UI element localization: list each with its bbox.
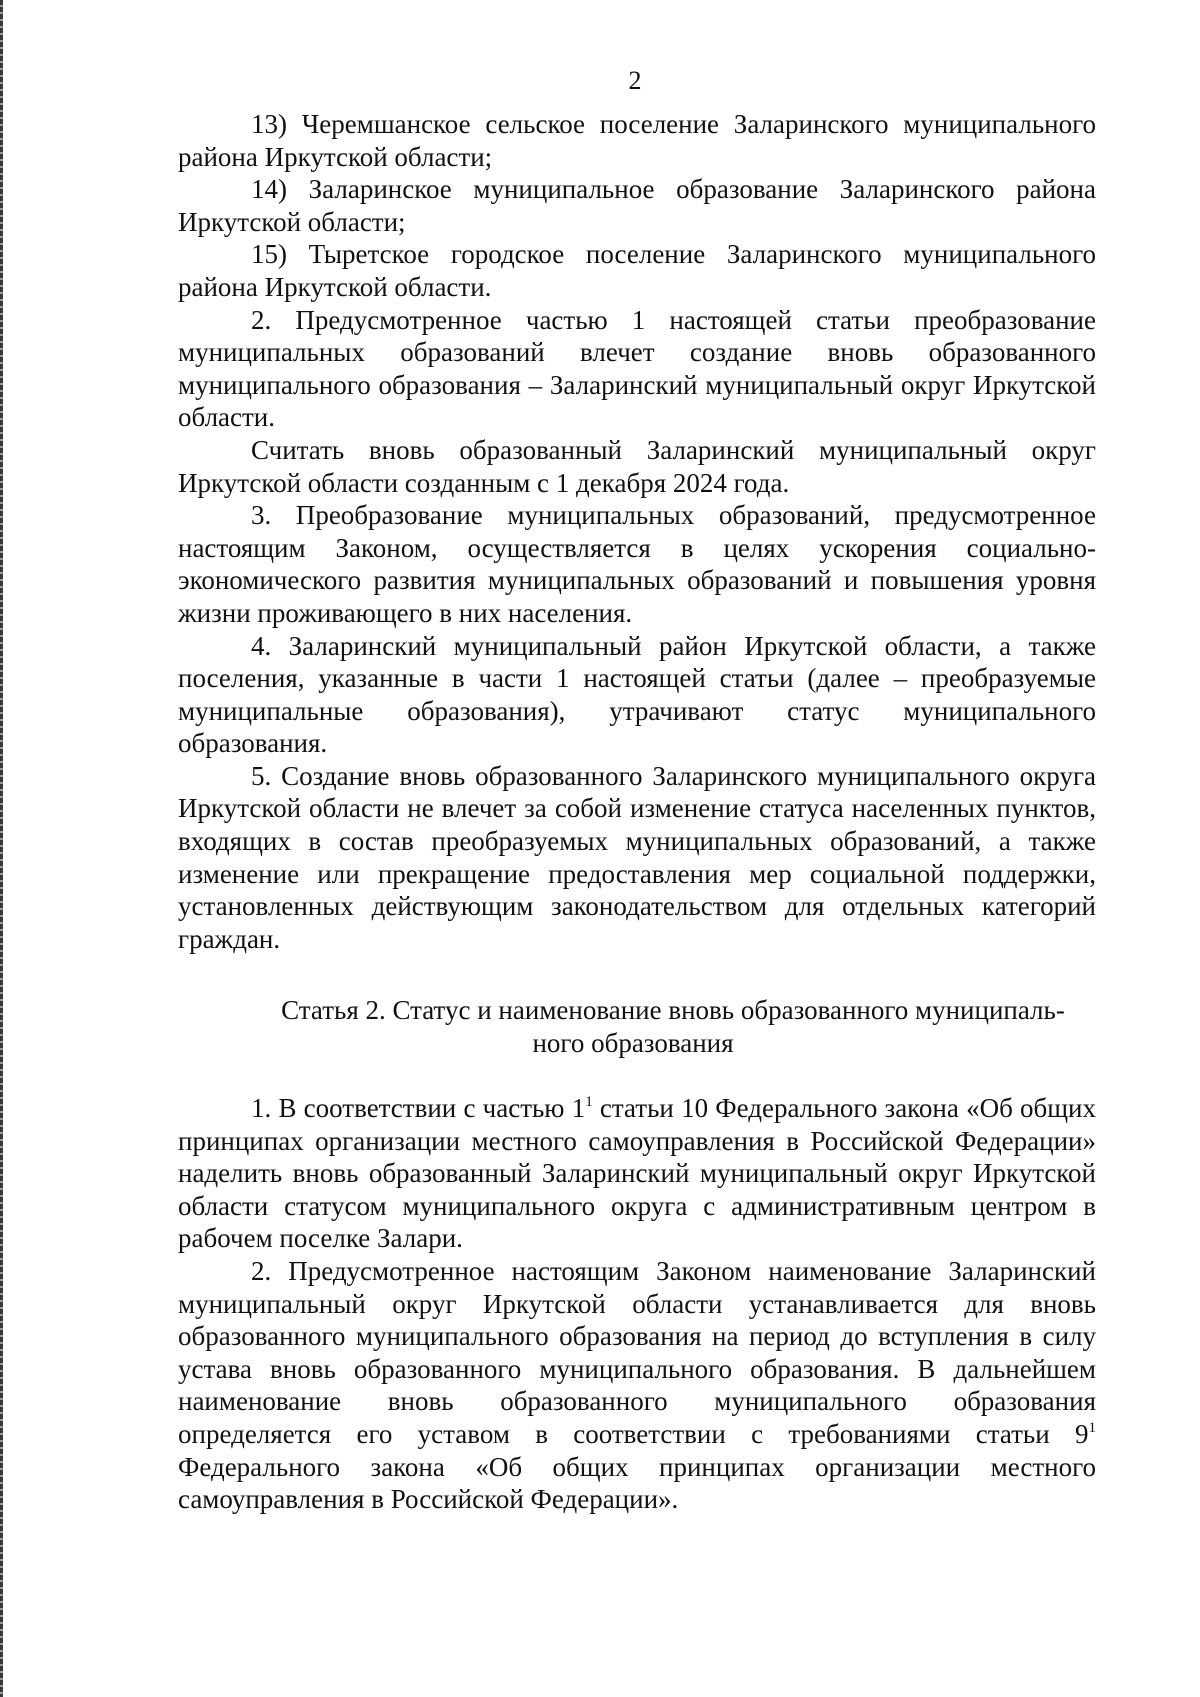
paragraph-part-3: 3. Преобразование муниципальных образований, предусмотренное настоящим Законом, осуществляется в целях ускорения социально-экономического развития муниципальных образований и повышения уровня жизни проживающего в них населения. — [178, 500, 1096, 628]
article-2-p2-after: Федерального закона «Об общих принципах организации местного самоуправления в Российской Федерации». — [178, 1451, 1096, 1515]
article-2-p1-after: статьи 10 Федерального закона «Об общих принципах организации местного самоуправления в Российской Федерации» наделить вновь образованный Заларинский муниципальный округ Иркутской области статусом муниципального округа с административным центром в рабочем поселке Залари. — [178, 1093, 1096, 1254]
article-2-paragraph-1 — [178, 1092, 1096, 1255]
paragraph-item-14: 14) Заларинское муниципальное образование Заларинского района Иркутской области; — [178, 174, 1096, 237]
paragraph-part-5: 5. Создание вновь образованного Заларинского муниципального округа Иркутской области не влечет за собой изменение статуса населенных пунктов, входящих в состав преобразуемых муниципальных образований, а также изменение или прекращение предоставления мер социальной поддержки, установленных действующим законодательством для отдельных категорий граждан. — [178, 760, 1096, 954]
article-1-continuation — [178, 108, 1096, 955]
article-2-paragraph-2 — [178, 1255, 1096, 1516]
article-2-body — [178, 1092, 1096, 1516]
paragraph-part-2: 2. Предусмотренное частью 1 настоящей статьи преобразование муниципальных образований влечет создание вновь образованного муниципального образования – Заларинский муниципальный округ Иркутской области. — [178, 304, 1096, 433]
paragraph-item-13: 13) Черемшанское сельское поселение Заларинского муниципального района Иркутской области; — [178, 109, 1096, 172]
scan-edge — [0, 0, 3, 1697]
article-2-heading-line1: Статья 2. Статус и наименование вновь образованного муниципаль- — [281, 995, 1065, 1025]
article-2-p2-before: 2. Предусмотренное настоящим Законом наименование Заларинский муниципальный округ Иркутской области устанавливается для вновь образованного муниципального образования на период до вступления в силу устава вновь образованного муниципального образования. В дальнейшем наименование вновь образованного муниципального образования определяется его уставом в соответствии с требованиями статьи 9 — [178, 1255, 1096, 1449]
paragraph-part-4: 4. Заларинский муниципальный район Иркутской области, а также поселения, указанные в части 1 настоящей статьи (далее – преобразуемые муниципальные образования), утрачивают статус муниципального образования. — [178, 630, 1096, 759]
paragraph-creation-date: Считать вновь образованный Заларинский муниципальный округ Иркутской области созданным с 1 декабря 2024 года. — [178, 434, 1096, 498]
article-2-p1-superscript: 1 — [585, 1094, 593, 1110]
article-2-heading — [250, 994, 1096, 1059]
article-2-heading-line2: ного образования — [532, 1027, 734, 1058]
article-2-p2-superscript: 1 — [1088, 1419, 1096, 1436]
page-number: 2 — [628, 66, 642, 95]
paragraph-item-15: 15) Тыретское городское поселение Заларинского муниципального района Иркутской области. — [178, 239, 1096, 302]
article-2-p1-before: 1. В соответствии с частью 1 — [251, 1093, 586, 1123]
